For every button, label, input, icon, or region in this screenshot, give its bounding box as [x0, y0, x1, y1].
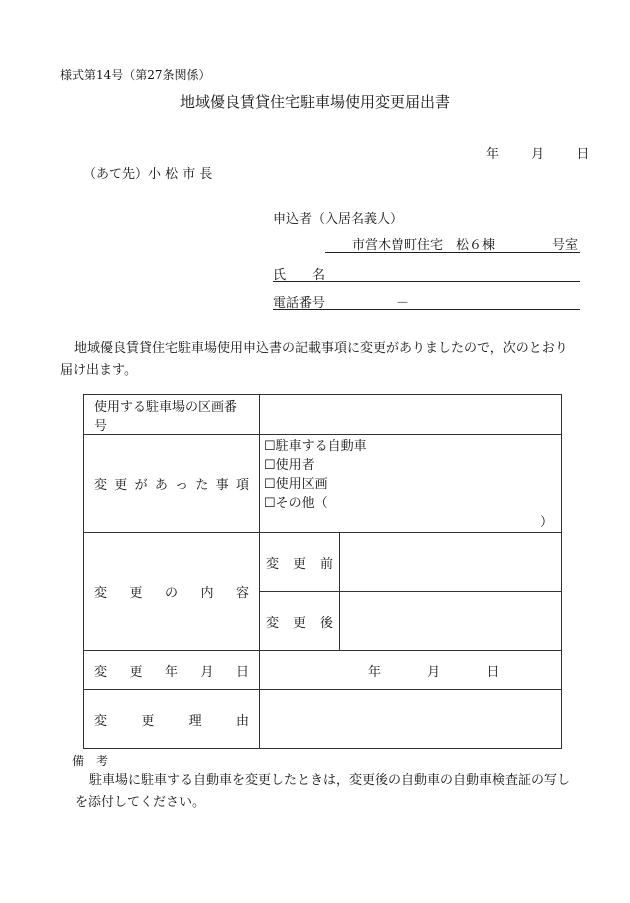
- reason-label-cell: [84, 690, 260, 749]
- change-form-table: [83, 394, 562, 749]
- changed-items-cell: [260, 435, 562, 533]
- phone-underline: [273, 309, 580, 310]
- date-day-label: 日: [576, 147, 590, 162]
- parking-number-label-cell: [84, 395, 260, 435]
- changed-items-label: 変 更 が あ っ た 事 項: [94, 478, 249, 493]
- name-label: 氏 名: [273, 268, 326, 283]
- change-date-day: 日: [486, 664, 500, 680]
- after-field[interactable]: [340, 592, 562, 651]
- change-date-month: 月: [427, 664, 441, 680]
- other-close-paren: ）: [539, 515, 553, 530]
- checkbox-vehicle[interactable]: ☐駐車する自動車: [264, 439, 367, 454]
- date-year-label: 年: [486, 147, 500, 162]
- room-suffix: 号室: [552, 238, 579, 253]
- checkbox-user[interactable]: ☐使用者: [264, 458, 315, 473]
- after-label: 変 更 後: [266, 615, 333, 631]
- remarks-heading: 備 考: [72, 754, 109, 768]
- before-label: 変 更 前: [266, 556, 333, 572]
- change-date-field[interactable]: [260, 651, 562, 690]
- remarks-text: 駐車場に駐車する自動車を変更したときは，変更後の自動車の自動車検査証の写しを添付してください。: [75, 773, 571, 810]
- document-title: 地域優良賃貸住宅駐車場使用変更届出書: [179, 93, 450, 111]
- parking-number-label: 使用する駐車場の区画番号: [94, 399, 238, 434]
- change-date-year: 年: [368, 664, 382, 680]
- address-prefix: 市営木曽町住宅 松６棟: [352, 238, 496, 253]
- content-label-cell: [84, 533, 260, 651]
- name-underline: [273, 281, 580, 282]
- date-month-label: 月: [531, 147, 545, 162]
- after-label-cell: [260, 592, 340, 651]
- change-date-label-cell: [84, 651, 260, 690]
- intro-text: 地域優良賃貸住宅駐車場使用申込書の記載事項に変更がありましたので，次のとおり届け出ます。: [60, 341, 568, 378]
- address-underline: [325, 252, 580, 253]
- phone-label: 電話番号: [273, 296, 326, 311]
- checkbox-parking-space[interactable]: ☐使用区画: [264, 477, 328, 492]
- before-field[interactable]: [340, 533, 562, 592]
- date-line: [486, 143, 589, 162]
- reason-field[interactable]: [260, 690, 562, 749]
- phone-separator: －: [396, 296, 410, 311]
- addressee: （あて先）小 松 市 長: [83, 167, 213, 182]
- applicant-heading: 申込者（入居名義人）: [273, 212, 404, 227]
- parking-number-field[interactable]: [260, 395, 562, 435]
- form-number: 様式第14号（第27条関係）: [60, 68, 211, 82]
- checkbox-other[interactable]: ☐その他（: [264, 496, 328, 511]
- reason-label: 変 更 理 由: [94, 713, 249, 729]
- change-date-label: 変 更 年 月 日: [94, 664, 249, 680]
- before-label-cell: [260, 533, 340, 592]
- changed-items-label-cell: [84, 435, 260, 533]
- content-label: 変 更 の 内 容: [94, 586, 249, 601]
- address-line: [352, 234, 495, 253]
